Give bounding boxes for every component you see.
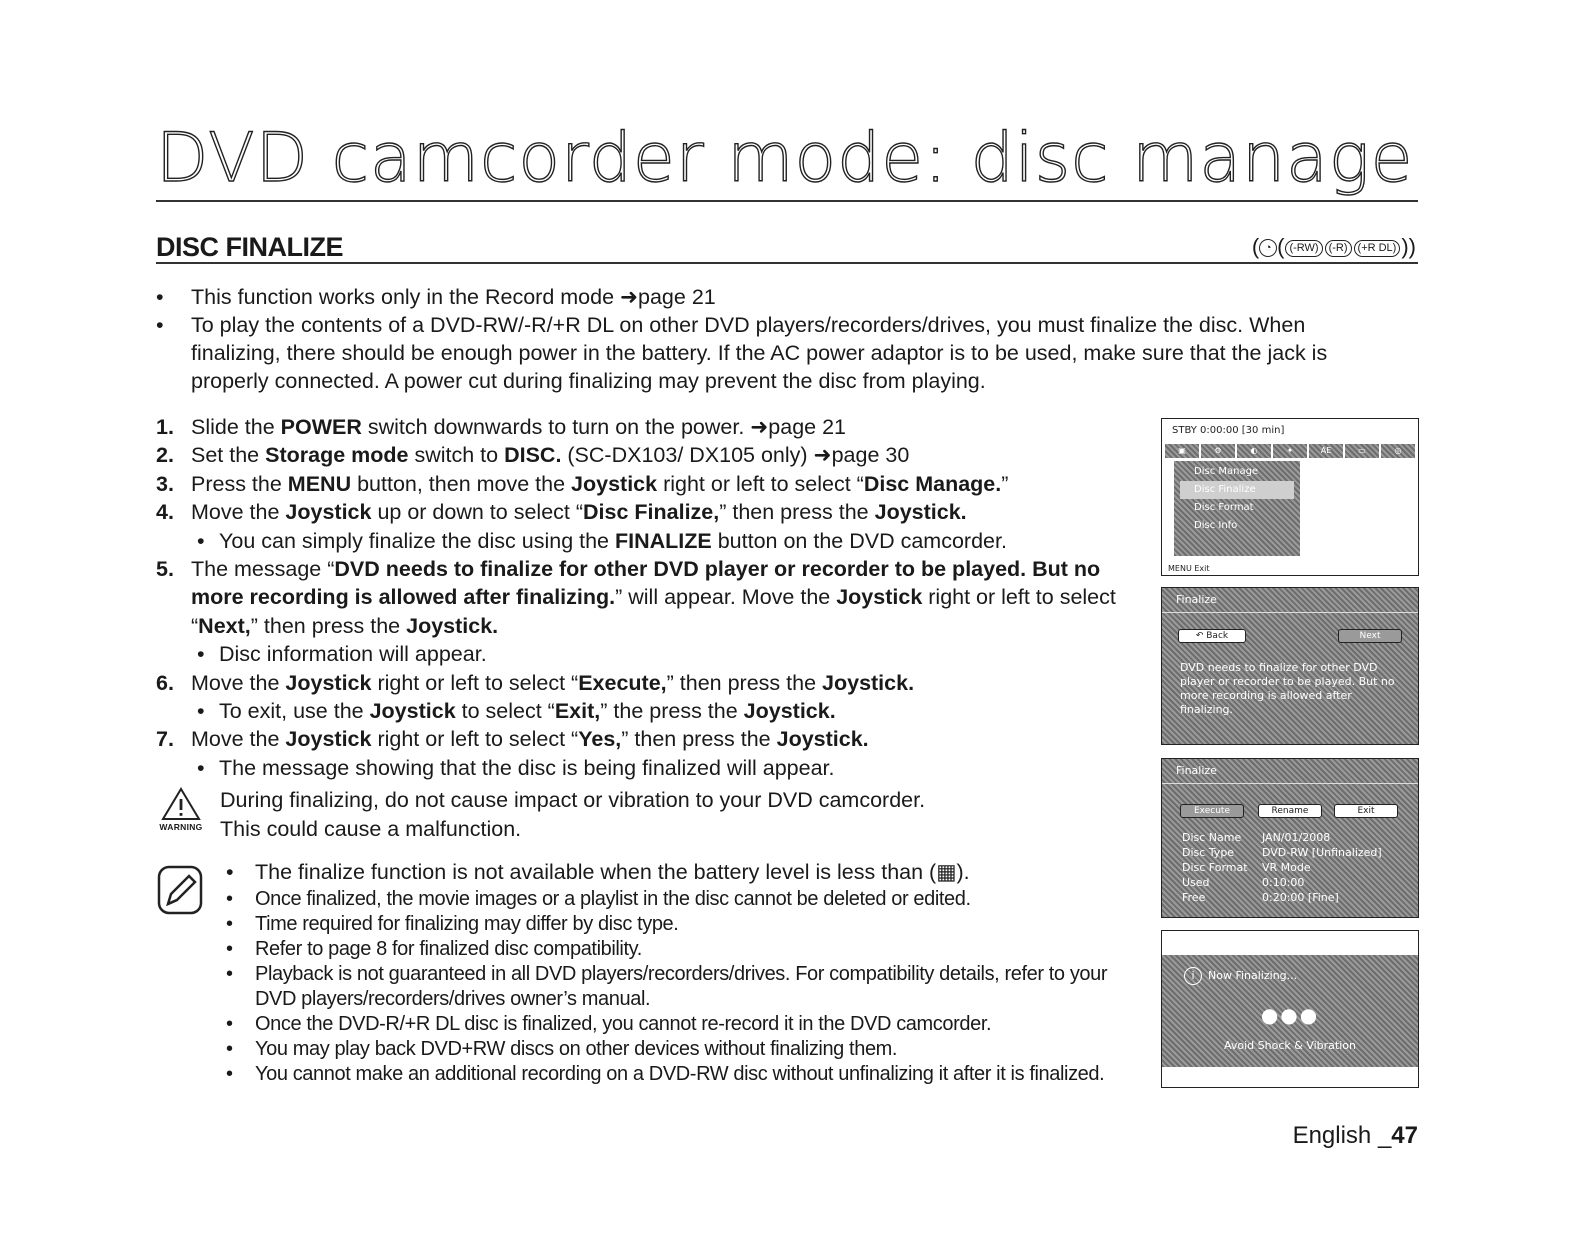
progress-dots-icon: ●●● bbox=[1260, 1003, 1320, 1027]
note-item: • Playback is not guaranteed in all DVD players/recorders/drives. For compatibility details, refer to your DVD players/recorders/drives owner’s manual. bbox=[220, 962, 1120, 1012]
lcd-message: DVD needs to finalize for other DVD player or recorder to be played. But no more recording is allowed after finalizing. bbox=[1180, 661, 1395, 716]
note-item: • The finalize function is not available when the battery level is less than (▦). bbox=[220, 858, 1120, 887]
warning-text: During finalizing, do not cause impact or vibration to your DVD camcorder. This could cause a malfunction. bbox=[220, 788, 926, 841]
step-5-note: • Disc information will appear. bbox=[191, 640, 1141, 668]
lcd-disc-info-rows bbox=[1162, 826, 1418, 905]
lcd-tab-icon: ▣ bbox=[1165, 444, 1199, 458]
lcd-tab-icon: ⚙ bbox=[1201, 444, 1235, 458]
note-item: • Once finalized, the movie images or a playlist in the disc cannot be deleted or edited. bbox=[220, 887, 1120, 912]
note-item: • Once the DVD-R/+R DL disc is finalized, you cannot re-record it in the DVD camcorder. bbox=[220, 1012, 1120, 1037]
lcd-tab-icon: AE bbox=[1309, 444, 1343, 458]
note-item: • You cannot make an additional recording on a DVD-RW disc without unfinalizing it after it is finalized. bbox=[220, 1062, 1120, 1087]
warning-box bbox=[156, 786, 1056, 844]
lcd-info-row: Disc Name JAN/01/2008 bbox=[1182, 831, 1331, 844]
lcd-info-row: Disc Format VR Mode bbox=[1182, 861, 1311, 874]
mode-dvd-r: (-R) bbox=[1325, 240, 1352, 257]
lcd-rename-button: Rename bbox=[1258, 804, 1322, 818]
step-7: 7. Move the Joystick right or left to select “Yes,” then press the Joystick. bbox=[156, 727, 869, 752]
lcd-menu-item: Disc Info bbox=[1194, 520, 1238, 531]
lcd-screen-disc-info bbox=[1161, 758, 1419, 918]
section-header bbox=[156, 232, 1418, 264]
lcd-avoid-shock-text: Avoid Shock & Vibration bbox=[1224, 1039, 1356, 1052]
mode-indicators: ( ◔ ( (-RW) (-R) (+R DL) )) bbox=[1251, 234, 1416, 259]
lcd-execute-button: Execute bbox=[1180, 804, 1244, 818]
intro-item: • This function works only in the Record mode ➜page 21 bbox=[156, 283, 1396, 311]
page-title: DVD camcorder mode: disc manage bbox=[156, 118, 1418, 202]
page-number: English _47 bbox=[1292, 1122, 1418, 1149]
warning-label: WARNING bbox=[159, 822, 203, 832]
lcd-menu-item: Disc Format bbox=[1194, 502, 1254, 513]
lcd-exit-button: Exit bbox=[1334, 804, 1398, 818]
lcd-screen-menu bbox=[1161, 418, 1419, 576]
step-6: 6. Move the Joystick right or left to select “Execute,” then press the Joystick. bbox=[156, 670, 915, 695]
step-4: 4. Move the Joystick up or down to select “Disc Finalize,” then press the Joystick. bbox=[156, 500, 967, 525]
lcd-back-button: ↶ Back bbox=[1178, 629, 1246, 643]
note-item: • Time required for finalizing may differ by disc type. bbox=[220, 912, 1120, 937]
warning-icon bbox=[156, 786, 206, 832]
lcd-tab-icon: ◎ bbox=[1381, 444, 1415, 458]
step-3: 3. Press the MENU button, then move the Joystick right or left to select “Disc Manage.” bbox=[156, 471, 1009, 496]
lcd-finalizing-text: i Now Finalizing... bbox=[1184, 967, 1297, 985]
lcd-screen-finalize-message bbox=[1161, 587, 1419, 745]
lcd-tab-icon: ▭ bbox=[1345, 444, 1379, 458]
step-4-note: • You can simply finalize the disc using the FINALIZE button on the DVD camcorder. bbox=[191, 527, 1141, 555]
lcd-info-row: Disc Type DVD-RW [Unfinalized] bbox=[1182, 846, 1382, 859]
lcd-status-bar: STBY 0:00:00 [30 min] bbox=[1172, 425, 1285, 436]
lcd-tab-icon: ✦ bbox=[1273, 444, 1307, 458]
step-1: 1. Slide the POWER switch downwards to turn on the power. ➜page 21 bbox=[156, 415, 847, 439]
step-2: 2. Set the Storage mode switch to DISC. (SC-DX103/ DX105 only) ➜page 30 bbox=[156, 443, 910, 468]
note-item: • Refer to page 8 for finalized disc compatibility. bbox=[220, 937, 1120, 962]
lcd-screen-now-finalizing bbox=[1161, 930, 1419, 1088]
lcd-menu-tabs bbox=[1165, 444, 1415, 458]
mode-dvd-r-dl: (+R DL) bbox=[1354, 240, 1401, 257]
lcd-menu-item-selected: Disc Finalize bbox=[1180, 481, 1294, 499]
notes-list bbox=[220, 858, 1120, 1087]
intro-item: • To play the contents of a DVD-RW/-R/+R DL on other DVD players/recorders/drives, you must finalize the disc. When finalizing, there should be enough power in the battery. If the AC power adaptor is to be used, make sure that the jack is properly connected. A power cut during finalizing may prevent the disc from playing. bbox=[156, 311, 1396, 395]
step-7-note: • The message showing that the disc is being finalized will appear. bbox=[191, 754, 1141, 782]
note-icon bbox=[156, 864, 204, 916]
info-icon: i bbox=[1184, 967, 1202, 985]
step-6-note: • To exit, use the Joystick to select “Exit,” the press the Joystick. bbox=[191, 697, 1141, 725]
lcd-title: Finalize bbox=[1162, 588, 1418, 613]
lcd-info-row: Free 0:20:00 [Fine] bbox=[1182, 891, 1339, 904]
lcd-title: Finalize bbox=[1162, 759, 1418, 784]
lcd-menu-footer: MENU Exit bbox=[1168, 564, 1210, 573]
lcd-info-row: Used 0:10:00 bbox=[1182, 876, 1305, 889]
note-item: • You may play back DVD+RW discs on other devices without finalizing them. bbox=[220, 1037, 1120, 1062]
lcd-menu-item: Disc Manage bbox=[1194, 466, 1259, 477]
record-mode-icon: ◔ bbox=[1259, 239, 1277, 257]
step-5: 5. The message “DVD needs to finalize for other DVD player or recorder to be played. But no more recording is allowed after finalizing.” will appear. Move the Joystick right or left to select “Next,” then press the Joystick. bbox=[156, 557, 1116, 638]
lcd-tab-icon: ◐ bbox=[1237, 444, 1271, 458]
steps-list bbox=[156, 413, 1141, 782]
intro-list bbox=[156, 283, 1396, 395]
mode-dvd-rw: (-RW) bbox=[1285, 240, 1322, 257]
section-title: DISC FINALIZE bbox=[156, 232, 343, 262]
lcd-menu-list bbox=[1174, 461, 1300, 556]
lcd-next-button: Next bbox=[1338, 629, 1402, 643]
